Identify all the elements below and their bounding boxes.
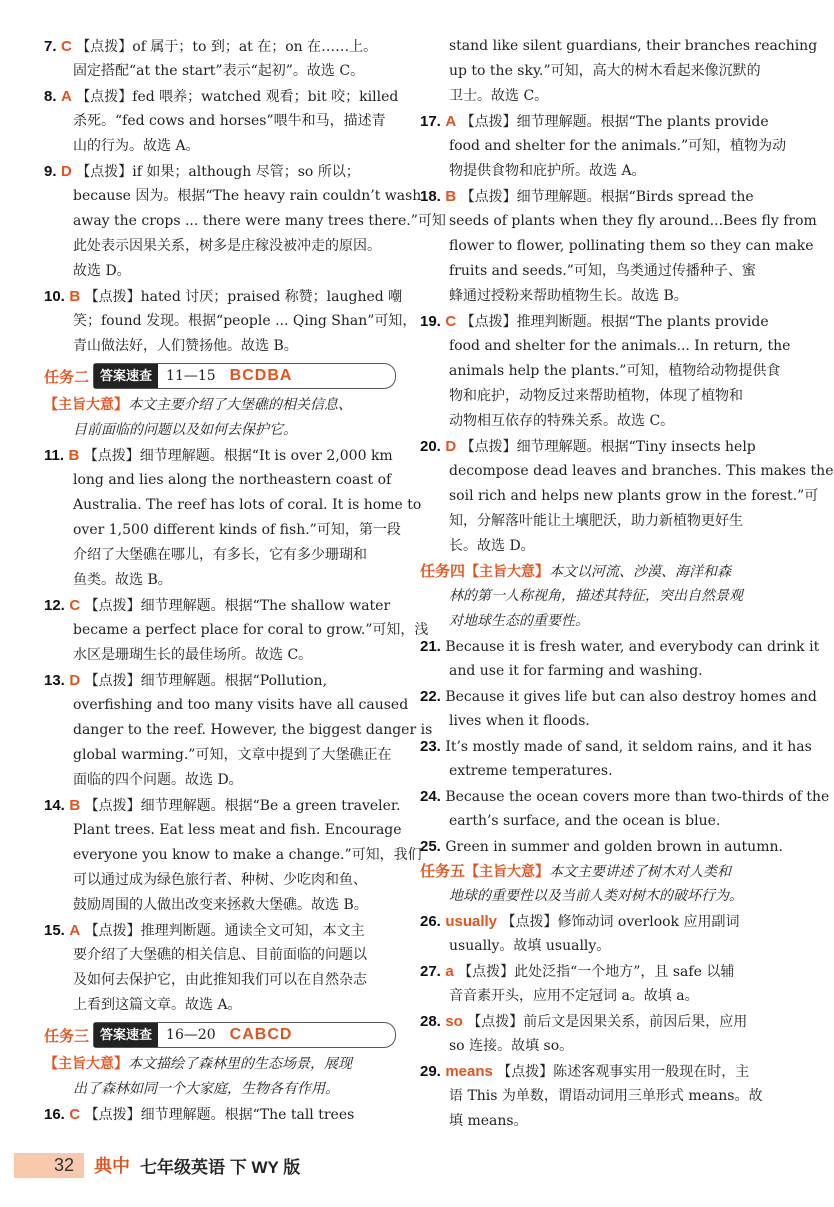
text-line bbox=[44, 209, 446, 234]
line-text: 【点拨】细节理解题。根据“The shallow water bbox=[84, 598, 391, 614]
text-line bbox=[44, 334, 396, 359]
text-line bbox=[44, 34, 396, 59]
text-line bbox=[44, 259, 396, 284]
line-text: 【点拨】细节理解题。根据“Pollution, bbox=[84, 673, 328, 689]
line-text: 【点拨】hated 讨厌；praised 称赞；laughed 嘲 bbox=[84, 289, 403, 305]
right-column bbox=[420, 34, 834, 1134]
text-line bbox=[420, 259, 772, 284]
text-line bbox=[44, 493, 422, 518]
line-text: 水区是珊瑚生长的最佳场所。故选 C。 bbox=[73, 647, 313, 663]
line-text: 鱼类。故选 B。 bbox=[73, 572, 172, 588]
line-text: animals help the plants.”可知，植物给动物提供食 bbox=[449, 363, 781, 379]
task-title: 任务四 bbox=[420, 563, 466, 580]
question-range: 16—20 bbox=[166, 1027, 216, 1043]
question-number: 20. bbox=[420, 438, 441, 455]
text-line bbox=[420, 784, 830, 809]
text-line bbox=[420, 909, 772, 934]
answer-letter: D bbox=[69, 672, 81, 689]
line-text: 介绍了大堡礁在哪儿，有多长，它有多少珊瑚和 bbox=[73, 547, 367, 563]
line-text: fruits and seeds.”可知，鸟类通过传播种子、蜜 bbox=[449, 263, 756, 279]
answer-letter: so bbox=[445, 1013, 463, 1030]
text-line bbox=[420, 234, 814, 259]
line-text: stand like silent guardians, their branches reaching bbox=[449, 38, 818, 54]
line-text: 及如何去保护它，由此推知我们可以在自然杂志 bbox=[73, 972, 367, 988]
text-line bbox=[44, 968, 396, 993]
line-text: 动物相互依存的特殊关系。故选 C。 bbox=[449, 413, 675, 429]
line-text: Plant trees. Eat less meat and fish. Encourage bbox=[73, 822, 402, 838]
main-idea-text: 地球的重要性以及当前人类对树木的破坏行为。 bbox=[449, 888, 743, 904]
line-text: Because it gives life but can also destroy homes and bbox=[445, 689, 817, 705]
line-text: 知，分解落叶能让土壤肥沃，助力新植物更好生 bbox=[449, 513, 743, 529]
line-text: 要介绍了大堡礁的相关信息、目前面临的问题以 bbox=[73, 947, 367, 963]
text-line bbox=[420, 1009, 772, 1034]
text-line bbox=[420, 109, 772, 134]
question-number: 15. bbox=[44, 922, 65, 939]
text-line bbox=[420, 834, 783, 859]
brand-logo: 典中 bbox=[94, 1156, 131, 1176]
page-number: 32 bbox=[14, 1153, 84, 1178]
text-line bbox=[420, 384, 772, 409]
line-text: and use it for farming and washing. bbox=[449, 663, 703, 679]
line-text: earth’s surface, and the ocean is blue. bbox=[449, 813, 721, 829]
answer-letter: A bbox=[69, 922, 81, 939]
answer-quick-check bbox=[93, 363, 396, 389]
book-title: 七年级英语 下 WY 版 bbox=[140, 1157, 301, 1177]
answer-letter: a bbox=[445, 963, 454, 980]
main-idea-label: 【主旨大意】 bbox=[44, 1056, 128, 1072]
text-line bbox=[420, 509, 772, 534]
text-line bbox=[420, 309, 772, 334]
answer-letter: C bbox=[445, 313, 457, 330]
text-line bbox=[44, 443, 396, 468]
text-line bbox=[420, 434, 772, 459]
question-number: 19. bbox=[420, 313, 441, 330]
text-line bbox=[44, 109, 396, 134]
text-line bbox=[44, 593, 396, 618]
text-line bbox=[420, 59, 772, 84]
task-title: 任务三 bbox=[44, 1027, 90, 1045]
line-text: soil rich and helps new plants grow in the forest.”可 bbox=[449, 488, 819, 504]
answer-quick-check bbox=[93, 1022, 396, 1048]
question-number: 22. bbox=[420, 688, 441, 705]
line-text: 【点拨】推理判断题。根据“The plants provide bbox=[460, 314, 769, 330]
main-idea-text: 出了森林如同一个大家庭，生物各有作用。 bbox=[73, 1081, 339, 1097]
line-text: danger to the reef. However, the biggest danger is bbox=[73, 722, 433, 738]
line-text: decompose dead leaves and branches. This makes the bbox=[449, 463, 834, 479]
text-line bbox=[420, 859, 772, 884]
text-line bbox=[420, 584, 772, 609]
text-line bbox=[420, 709, 772, 734]
answer-letter: D bbox=[60, 163, 72, 180]
text-line bbox=[44, 418, 396, 443]
text-line bbox=[420, 634, 820, 659]
text-line bbox=[44, 868, 396, 893]
line-text: 鼓励周围的人做出改变来拯救大堡礁。故选 B。 bbox=[73, 897, 368, 913]
line-text: 可以通过成为绿色旅行者、种树、少吃肉和鱼、 bbox=[73, 872, 367, 888]
line-text: global warming.”可知，文章中提到了大堡礁正在 bbox=[73, 747, 392, 763]
main-idea-label: 【主旨大意】 bbox=[44, 397, 128, 413]
text-line bbox=[44, 159, 396, 184]
question-number: 24. bbox=[420, 788, 441, 805]
text-line bbox=[44, 393, 396, 418]
text-line bbox=[420, 559, 772, 584]
task-header bbox=[44, 361, 396, 391]
line-text: food and shelter for the animals... In return, the bbox=[449, 338, 791, 354]
text-line bbox=[44, 918, 396, 943]
line-text: 卫士。故选 C。 bbox=[449, 88, 549, 104]
line-text: 【点拨】修饰动词 overlook 应用副词 bbox=[501, 914, 740, 930]
question-number: 23. bbox=[420, 738, 441, 755]
text-line bbox=[420, 209, 817, 234]
line-text: 语 This 为单数，谓语动词用三单形式 means。故 bbox=[449, 1088, 763, 1104]
text-line bbox=[44, 468, 396, 493]
line-text: Because the ocean covers more than two-thirds of the bbox=[445, 789, 830, 805]
question-number: 18. bbox=[420, 188, 441, 205]
text-line bbox=[420, 809, 772, 834]
text-line bbox=[420, 134, 787, 159]
line-text: Green in summer and golden brown in autumn. bbox=[445, 839, 783, 855]
line-text: Australia. The reef has lots of coral. It is home to bbox=[73, 497, 422, 513]
question-number: 8. bbox=[44, 88, 57, 105]
main-idea-text: 林的第一人称视角，描述其特征，突出自然景观 bbox=[449, 588, 743, 604]
line-text: 物和庇护，动物反过来帮助植物，体现了植物和 bbox=[449, 388, 743, 404]
line-text: 音音素开头，应用不定冠词 a。故填 a。 bbox=[449, 988, 699, 1004]
line-text: over 1,500 different kinds of fish.”可知，第一段 bbox=[73, 522, 401, 538]
text-line bbox=[44, 768, 396, 793]
answer-letter: B bbox=[445, 188, 457, 205]
text-line bbox=[420, 684, 817, 709]
line-text: 此处表示因果关系，树多是庄稼没被冲走的原因。 bbox=[73, 238, 381, 254]
answer-letter: A bbox=[445, 113, 457, 130]
line-text: 本文主要介绍了大堡礁的相关信息、 bbox=[128, 397, 352, 413]
text-line bbox=[44, 84, 399, 109]
answer-letter: C bbox=[60, 38, 72, 55]
line-text: 【点拨】if 如果；although 尽管；so 所以； bbox=[76, 164, 360, 180]
text-line bbox=[44, 668, 396, 693]
text-line bbox=[420, 34, 818, 59]
text-line bbox=[44, 993, 396, 1018]
text-line bbox=[44, 284, 403, 309]
answer-letter: D bbox=[445, 438, 457, 455]
line-text: because 因为。根据“The heavy rain couldn’t wash bbox=[73, 188, 422, 204]
task-header bbox=[44, 1020, 396, 1050]
text-line bbox=[44, 1052, 396, 1077]
text-line bbox=[420, 659, 772, 684]
text-line bbox=[44, 518, 401, 543]
line-text: lives when it floods. bbox=[449, 713, 590, 729]
answer-letter: B bbox=[69, 288, 81, 305]
line-text: extreme temperatures. bbox=[449, 763, 613, 779]
answer-badge: 答案速查 bbox=[94, 364, 158, 388]
answer-key: BCDBA bbox=[229, 367, 293, 384]
question-number: 29. bbox=[420, 1063, 441, 1080]
text-line bbox=[420, 609, 772, 634]
text-line bbox=[44, 693, 409, 718]
text-line bbox=[420, 484, 819, 509]
question-range: 11—15 bbox=[166, 368, 216, 384]
text-line bbox=[44, 793, 401, 818]
question-number: 7. bbox=[44, 38, 57, 55]
line-text: 固定搭配“at the start”表示“起初”。故选 C。 bbox=[73, 63, 365, 79]
text-line bbox=[44, 1077, 396, 1102]
text-line bbox=[44, 309, 417, 334]
question-number: 25. bbox=[420, 838, 441, 855]
text-line bbox=[44, 568, 396, 593]
line-text: 【点拨】细节理解题。根据“Be a green traveler. bbox=[84, 798, 401, 814]
question-number: 27. bbox=[420, 963, 441, 980]
answer-letter: C bbox=[69, 597, 81, 614]
line-text: Because it is fresh water, and everybody can drink it bbox=[445, 639, 820, 655]
line-text: 【点拨】推理判断题。通读全文可知，本文主 bbox=[84, 923, 365, 939]
text-line bbox=[420, 84, 772, 109]
text-line bbox=[420, 459, 834, 484]
line-text: away the crops ... there were many trees there.”可知 bbox=[73, 213, 446, 229]
line-text: 【点拨】细节理解题。根据“Birds spread the bbox=[460, 189, 754, 205]
line-text: food and shelter for the animals.”可知，植物为动 bbox=[449, 138, 787, 154]
text-line bbox=[420, 409, 772, 434]
line-text: 【点拨】细节理解题。根据“Tiny insects help bbox=[460, 439, 756, 455]
text-line bbox=[420, 359, 781, 384]
line-text: 【点拨】fed 喂养；watched 观看；bit 咬；killed bbox=[76, 89, 399, 105]
line-text: 【点拨】陈述客观事实用一般现在时，主 bbox=[497, 1064, 750, 1080]
page-footer bbox=[14, 1150, 414, 1180]
line-text: became a perfect place for coral to grow.”可知，浅 bbox=[73, 622, 429, 638]
text-line bbox=[44, 893, 396, 918]
line-text: 【点拨】细节理解题。根据“It is over 2,000 km bbox=[83, 448, 393, 464]
answer-key: CABCD bbox=[229, 1026, 293, 1043]
text-line bbox=[44, 643, 396, 668]
text-line bbox=[44, 134, 396, 159]
line-text: 蜂通过授粉来帮助植物生长。故选 B。 bbox=[449, 288, 688, 304]
answer-letter: B bbox=[69, 797, 81, 814]
line-text: up to the sky.”可知，高大的树木看起来像沉默的 bbox=[449, 63, 761, 79]
question-number: 13. bbox=[44, 672, 65, 689]
text-line bbox=[44, 818, 402, 843]
line-text: 本文描绘了森林里的生态场景，展现 bbox=[128, 1056, 352, 1072]
main-idea-text: 目前面临的问题以及如何去保护它。 bbox=[73, 422, 297, 438]
text-line bbox=[420, 1034, 772, 1059]
text-line bbox=[44, 59, 396, 84]
question-number: 17. bbox=[420, 113, 441, 130]
question-number: 21. bbox=[420, 638, 441, 655]
line-text: 【点拨】细节理解题。根据“The tall trees bbox=[84, 1107, 355, 1123]
line-text: 物提供食物和庇护所。故选 A。 bbox=[449, 163, 646, 179]
line-text: 杀死。“fed cows and horses”喂牛和马，描述青 bbox=[73, 113, 386, 129]
text-line bbox=[44, 943, 396, 968]
line-text: It’s mostly made of sand, it seldom rains, and it has bbox=[445, 739, 812, 755]
line-text: 笑；found 发现。根据“people ... Qing Shan”可知， bbox=[73, 313, 417, 329]
text-line bbox=[44, 718, 433, 743]
text-line bbox=[44, 543, 396, 568]
line-text: seeds of plants when they fly around...Bees fly from bbox=[449, 213, 817, 229]
question-number: 28. bbox=[420, 1013, 441, 1030]
line-text: 长。故选 D。 bbox=[449, 538, 535, 554]
answer-letter: usually bbox=[445, 913, 497, 930]
line-text: 【点拨】of 属于；to 到；at 在；on 在……上。 bbox=[76, 39, 378, 55]
line-text: 【点拨】细节理解题。根据“The plants provide bbox=[460, 114, 769, 130]
text-line bbox=[420, 734, 812, 759]
line-text: 故选 D。 bbox=[73, 263, 131, 279]
text-line bbox=[420, 184, 772, 209]
text-line bbox=[44, 743, 396, 768]
question-number: 12. bbox=[44, 597, 65, 614]
answer-letter: means bbox=[445, 1063, 493, 1080]
answer-letter: A bbox=[60, 88, 72, 105]
answer-letter: C bbox=[69, 1106, 81, 1123]
question-number: 16. bbox=[44, 1106, 65, 1123]
text-line bbox=[420, 759, 772, 784]
question-number: 14. bbox=[44, 797, 65, 814]
text-line bbox=[420, 1084, 772, 1109]
line-text: overfishing and too many visits have all caused bbox=[73, 697, 409, 713]
text-line bbox=[420, 934, 772, 959]
line-text: flower to flower, pollinating them so they can make bbox=[449, 238, 814, 254]
answer-badge: 答案速查 bbox=[94, 1023, 158, 1047]
line-text: usually。故填 usually。 bbox=[449, 938, 611, 954]
line-text: so 连接。故填 so。 bbox=[449, 1038, 574, 1054]
text-line bbox=[44, 843, 422, 868]
text-line bbox=[420, 884, 772, 909]
answer-letter: B bbox=[68, 447, 80, 464]
line-text: 本文主要讲述了树木对人类和 bbox=[549, 864, 732, 880]
line-text: long and lies along the northeastern coast of bbox=[73, 472, 392, 488]
text-line bbox=[44, 234, 396, 259]
text-line bbox=[420, 959, 772, 984]
main-idea-label: 【主旨大意】 bbox=[465, 864, 550, 880]
task-title: 任务五 bbox=[420, 863, 466, 880]
line-text: 上看到这篇文章。故选 A。 bbox=[73, 997, 242, 1013]
line-text: 面临的四个问题。故选 D。 bbox=[73, 772, 243, 788]
main-idea-label: 【主旨大意】 bbox=[465, 564, 550, 580]
text-line bbox=[420, 534, 772, 559]
line-text: 填 means。 bbox=[449, 1113, 528, 1129]
text-line bbox=[44, 618, 429, 643]
line-text: everyone you know to make a change.”可知，我们 bbox=[73, 847, 422, 863]
text-line bbox=[420, 334, 791, 359]
text-line bbox=[420, 1109, 772, 1134]
task-title: 任务二 bbox=[44, 368, 90, 386]
text-line bbox=[420, 284, 772, 309]
text-line bbox=[44, 184, 422, 209]
question-number: 9. bbox=[44, 163, 57, 180]
line-text: 山的行为。故选 A。 bbox=[73, 138, 200, 154]
question-number: 10. bbox=[44, 288, 65, 305]
line-text: 【点拨】前后文是因果关系，前因后果，应用 bbox=[467, 1014, 748, 1030]
line-text: 青山做法好，人们赞扬他。故选 B。 bbox=[73, 338, 298, 354]
question-number: 11. bbox=[44, 447, 65, 464]
text-line bbox=[420, 1059, 772, 1084]
text-line bbox=[420, 984, 772, 1009]
text-line bbox=[44, 1102, 396, 1127]
main-idea-text: 对地球生态的重要性。 bbox=[449, 613, 589, 629]
line-text: 【点拨】此处泛指“一个地方”，且 safe 以辅 bbox=[458, 964, 735, 980]
line-text: 本文以河流、沙漠、海洋和森 bbox=[549, 564, 732, 580]
question-number: 26. bbox=[420, 913, 441, 930]
text-line bbox=[420, 159, 772, 184]
